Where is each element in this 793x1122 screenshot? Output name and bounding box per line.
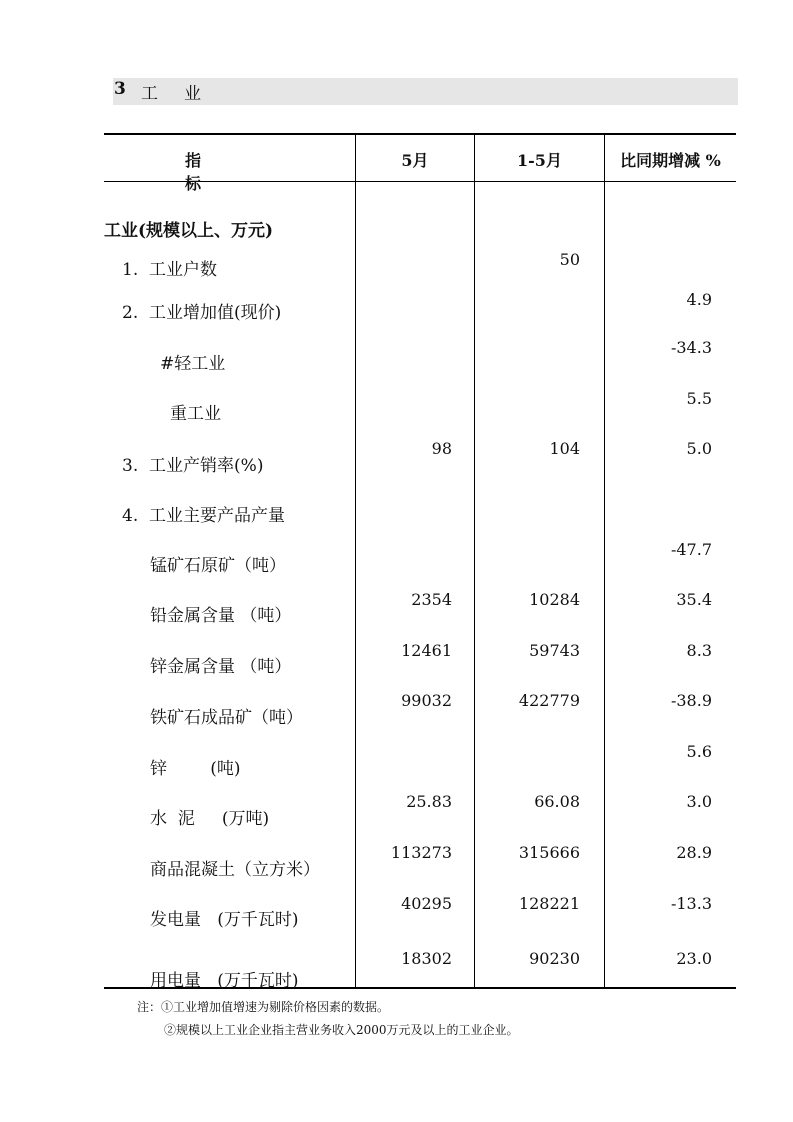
- row-value-month: 98: [431, 439, 452, 458]
- row-value-yoy: 3.0: [686, 792, 712, 811]
- row-label: 商品混凝土（立方米）: [150, 860, 320, 880]
- row-value-yoy: -34.3: [670, 338, 712, 357]
- row-value-month: 2354: [411, 590, 452, 609]
- row-value-yoy: 28.9: [676, 843, 712, 862]
- row-value-month: 18302: [401, 949, 452, 968]
- row-label: 用电量 (万千瓦时): [150, 971, 299, 991]
- row-label: 铁矿石成品矿（吨）: [150, 708, 303, 728]
- row-label: 重工业: [170, 404, 221, 424]
- row-value-ytd: 66.08: [534, 792, 580, 811]
- row-value-yoy: 23.0: [676, 949, 712, 968]
- header-yoy: 比同期增减 %: [620, 151, 721, 170]
- row-value-ytd: 128221: [518, 894, 580, 913]
- row-value-yoy: 4.9: [686, 290, 712, 309]
- row-value-yoy: 8.3: [686, 641, 712, 660]
- header-indicator: 指标: [185, 151, 298, 193]
- row-value-month: 40295: [401, 894, 452, 913]
- header-ytd: 1-5月: [517, 151, 562, 170]
- row-value-yoy: -38.9: [670, 691, 712, 710]
- row-value-yoy: 5.5: [686, 389, 712, 408]
- row-label: 1. 工业户数: [122, 260, 218, 280]
- row-value-month: 25.83: [406, 792, 452, 811]
- row-value-ytd: 104: [549, 439, 580, 458]
- row-label: 发电量 (万千瓦时): [150, 910, 299, 930]
- row-value-month: 113273: [390, 843, 452, 862]
- row-label: 锌 (吨): [150, 759, 241, 779]
- row-value-yoy: -13.3: [670, 894, 712, 913]
- row-value-yoy: 5.0: [686, 439, 712, 458]
- row-value-yoy: 35.4: [676, 590, 712, 609]
- row-label: 4. 工业主要产品产量: [122, 506, 286, 526]
- row-value-yoy: 5.6: [686, 742, 712, 761]
- row-label: #轻工业: [160, 354, 226, 374]
- row-label: 锌金属含量 （吨）: [150, 657, 292, 677]
- row-value-ytd: 50: [559, 250, 580, 269]
- row-label: 铅金属含量 （吨）: [150, 606, 292, 626]
- table-top-rule: [104, 133, 736, 135]
- section-title: 工业: [141, 84, 227, 104]
- row-value-ytd: 10284: [529, 590, 580, 609]
- column-divider-3: [604, 134, 605, 988]
- header-month: 5月: [401, 151, 429, 170]
- note-2: ②规模以上工业企业指主营业务收入2000万元及以上的工业企业。: [164, 1023, 519, 1037]
- row-value-ytd: 422779: [518, 691, 580, 710]
- row-label: 水 泥 (万吨): [150, 809, 270, 829]
- row-label: 2. 工业增加值(现价): [122, 303, 282, 323]
- row-value-ytd: 90230: [529, 949, 580, 968]
- section-number: 3: [114, 79, 126, 99]
- column-divider-2: [474, 134, 475, 988]
- row-value-ytd: 59743: [529, 641, 580, 660]
- note-1: 注：①工业增加值增速为剔除价格因素的数据。: [137, 1000, 390, 1014]
- row-value-yoy: -47.7: [670, 540, 712, 559]
- category-label: 工业(规模以上、万元): [104, 221, 274, 241]
- row-label: 锰矿石原矿（吨）: [150, 556, 286, 576]
- row-value-ytd: 315666: [518, 843, 580, 862]
- row-value-month: 12461: [401, 641, 452, 660]
- row-label: 3. 工业产销率(%): [122, 456, 264, 476]
- row-value-month: 99032: [401, 691, 452, 710]
